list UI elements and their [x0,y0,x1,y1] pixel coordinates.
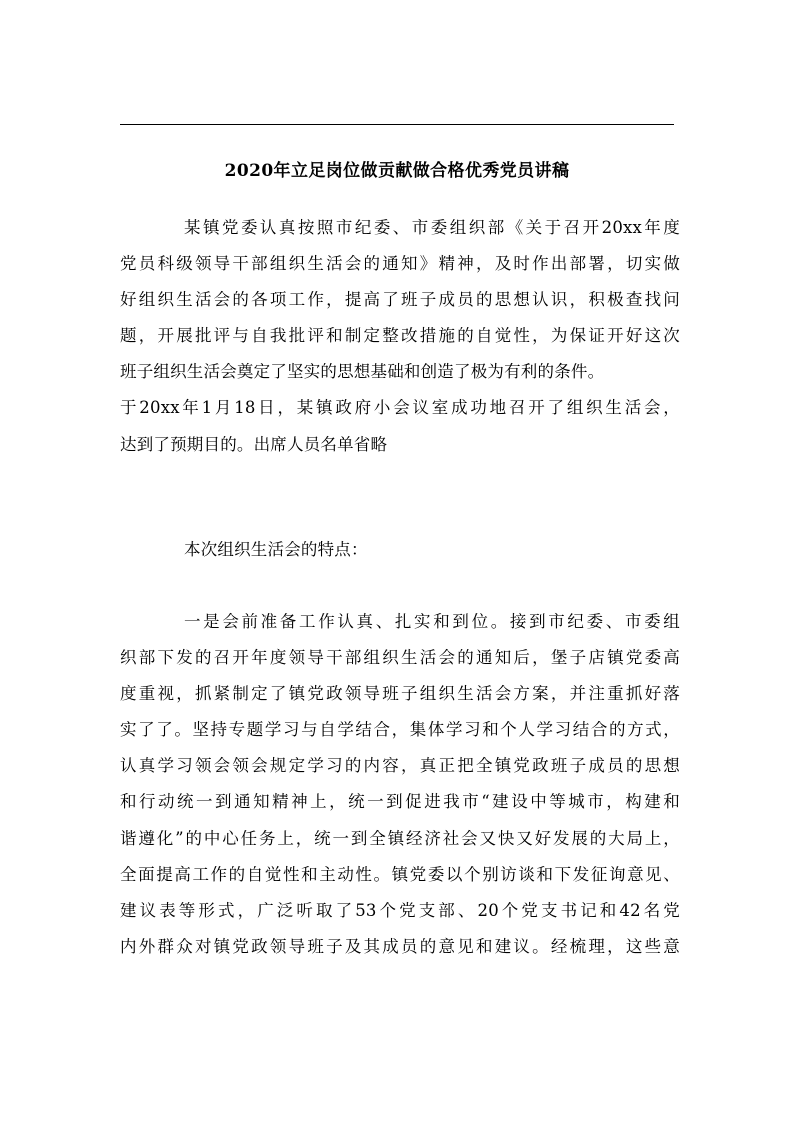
paragraph-point-one [120,604,680,965]
text-line: 实了了。坚持专题学习与自学结合，集体学习和个人学习结合的方式， [120,720,680,740]
text-line: 和行动统一到通知精神上，统一到促进我市“建设中等城市，构建和 [120,792,680,812]
text-line: 达到了预期目的。出席人员名单省略 [120,434,388,454]
document-title: 2020年立足岗位做贡献做合格优秀党员讲稿 [224,161,570,181]
text-line: 全面提高工作的自觉性和主动性。镇党委以个别访谈和下发征询意见、 [120,864,680,884]
text-line: 认真学习领会领会规定学习的内容，真正把全镇党政班子成员的思想 [120,756,680,776]
paragraph-features-heading [120,532,680,568]
text-line: 建议表等形式，广泛听取了53个党支部、20个党支书记和42名党 [120,900,680,920]
text-line: 谐遵化”的中心任务上，统一到全镇经济社会又快又好发展的大局上， [120,828,680,848]
text-line: 本次组织生活会的特点： [184,540,368,559]
text-line: 班子组织生活会奠定了坚实的思想基础和创造了极为有利的条件。 [120,362,605,382]
text-line: 织部下发的召开年度领导干部组织生活会的通知后，堡子店镇党委高 [120,648,680,668]
text-line: 于20xx年1月18日，某镇政府小会议室成功地召开了组织生活会， [120,398,680,418]
text-line: 度重视，抓紧制定了镇党政领导班子组织生活会方案，并注重抓好落 [120,684,680,704]
text-line: 党员科级领导干部组织生活会的通知》精神，及时作出部署，切实做 [120,254,680,274]
text-line: 好组织生活会的各项工作，提高了班子成员的思想认识，积极查找问 [120,290,680,310]
header-rule [120,124,674,125]
text-line: 题，开展批评与自我批评和制定整改措施的自觉性，为保证开好这次 [120,326,680,346]
text-line: 一是会前准备工作认真、扎实和到位。接到市纪委、市委组 [184,612,680,631]
text-line: 某镇党委认真按照市纪委、市委组织部《关于召开20xx年度 [184,218,680,237]
paragraph-intro [120,210,680,463]
text-line: 内外群众对镇党政领导班子及其成员的意见和建议。经梳理，这些意 [120,936,680,956]
